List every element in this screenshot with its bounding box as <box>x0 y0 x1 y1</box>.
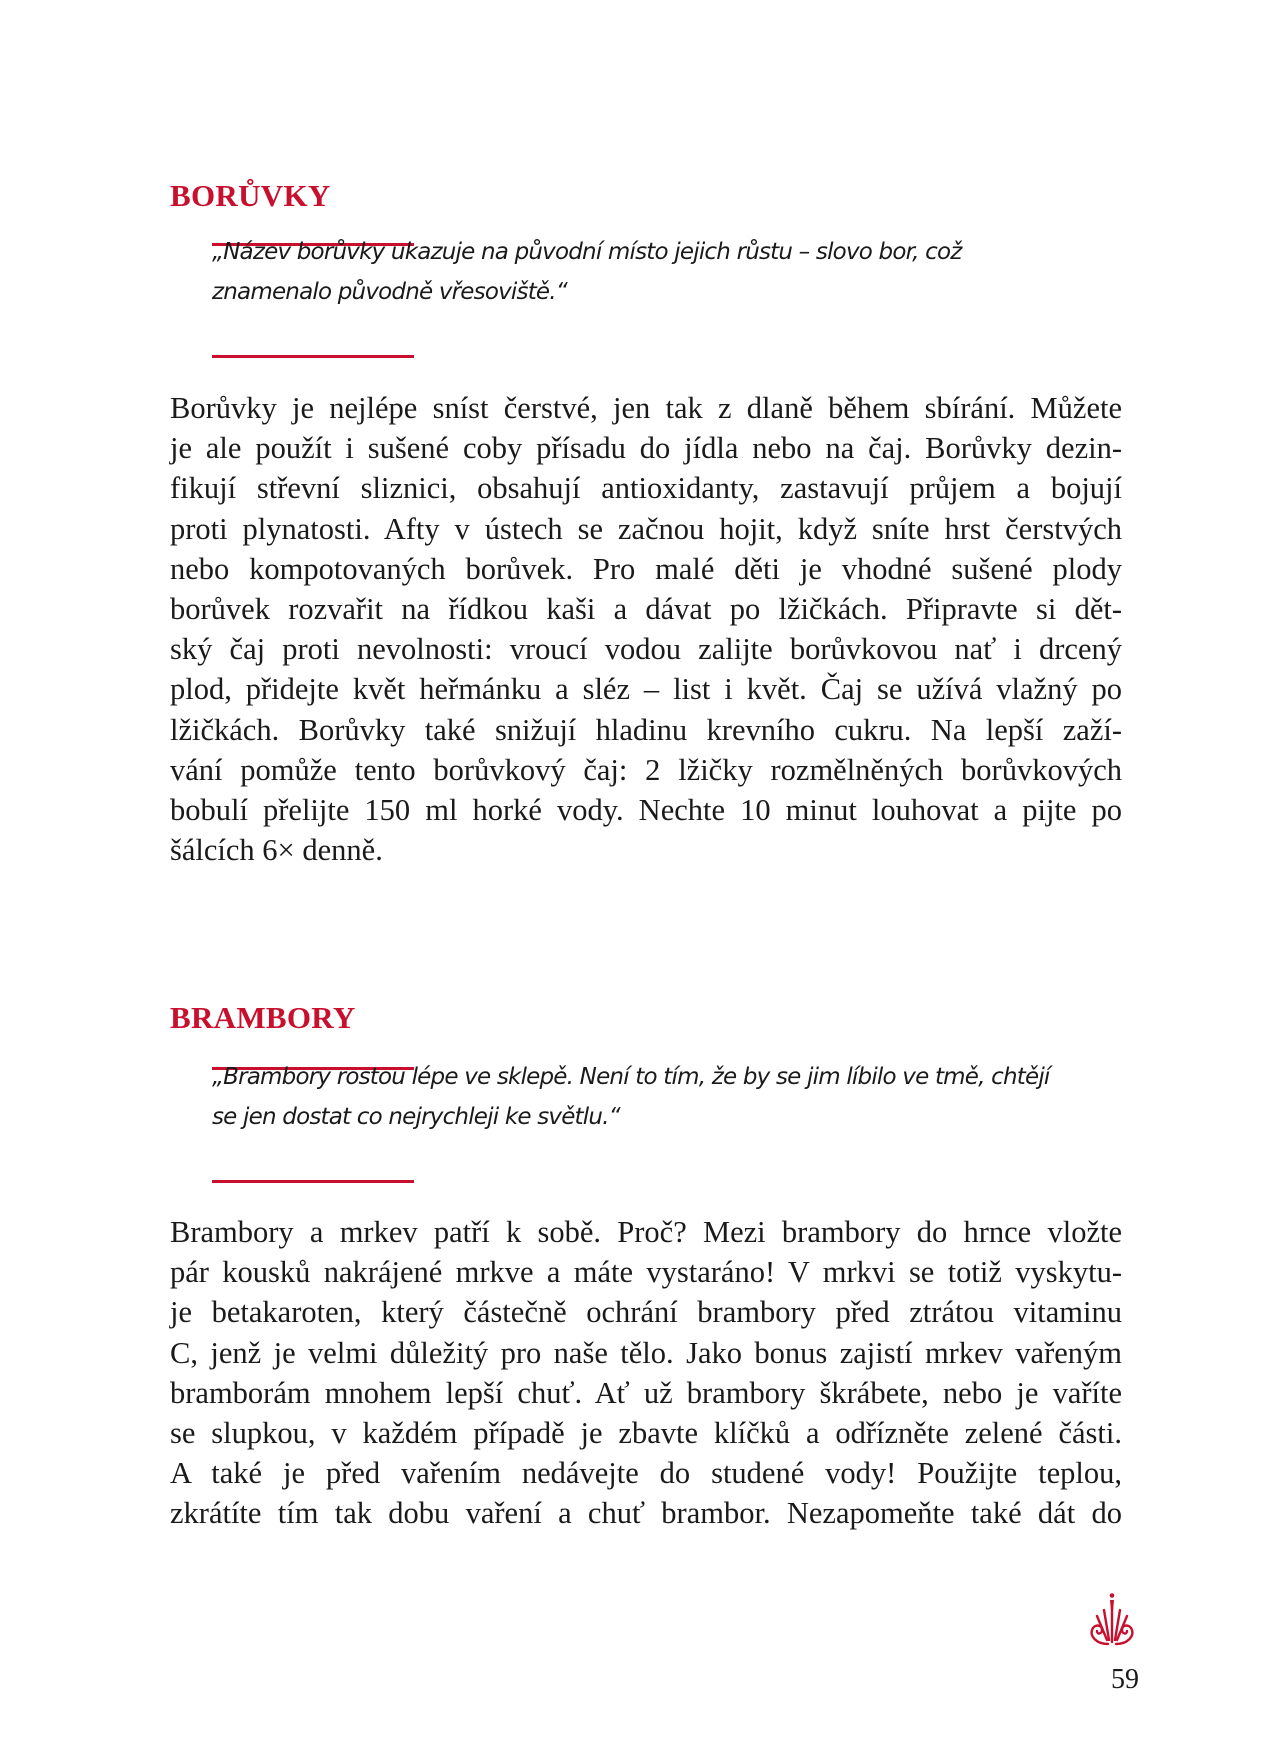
text-line: pár kousků nakrájené mrkve a máte vystaráno! V mrkvi se totiž vyskytu- <box>170 1255 1122 1290</box>
quote-line: „Brambory rostou lépe ve sklepě. Není to tím, že by se jim líbilo ve tmě, chtějí <box>212 1064 1050 1090</box>
text-line: Borůvky je nejlépe sníst čerstvé, jen tak z dlaně během sbírání. Můžete <box>170 391 1122 425</box>
quote-line: se jen dostat co nejrychleji ke světlu.“ <box>212 1104 620 1130</box>
text-line: bramborám mnohem lepší chuť. Ať už brambory škrábete, nebo je vaříte <box>170 1375 1122 1410</box>
quote-bottom-rule <box>212 355 414 358</box>
text-line: proti plynatosti. Afty v ústech se začnou hojit, když sníte hrst čerstvých <box>170 511 1122 546</box>
text-line: vání pomůže tento borůvkový čaj: 2 lžičky rozmělněných borůvkových <box>170 752 1122 787</box>
text-line: se slupkou, v každém případě je zbavte klíčků a odřízněte zelené části. <box>170 1415 1122 1450</box>
section-heading-boruvky: BORŮVKY <box>170 178 331 213</box>
quote-bottom-rule <box>212 1180 414 1183</box>
quote-line: znamenalo původně vřesoviště.“ <box>212 279 567 305</box>
text-line: šálcích 6× denně. <box>170 833 383 868</box>
text-line: je ale použít i sušené coby přísadu do jídla nebo na čaj. Borůvky dezin- <box>170 431 1122 466</box>
text-line: nebo kompotovaných borůvek. Pro malé děti je vhodné sušené plody <box>170 551 1122 586</box>
text-line: je betakaroten, který částečně ochrání brambory před ztrátou vitaminu <box>170 1295 1122 1330</box>
epigraph-quote-brambory <box>212 1057 1132 1137</box>
text-line: Brambory a mrkev patří k sobě. Proč? Mezi brambory do hrnce vložte <box>170 1215 1122 1249</box>
section-heading-brambory: BRAMBORY <box>170 1000 356 1035</box>
text-line: bobulí přelijte 150 ml horké vody. Nechte 10 minut louhovat a pijte po <box>170 792 1122 827</box>
text-line: plod, přidejte květ heřmánku a sléz – list i květ. Čaj se užívá vlažný po <box>170 672 1122 707</box>
body-paragraph-boruvky <box>170 388 1122 870</box>
text-line: borůvek rozvařit na řídkou kaši a dávat po lžičkách. Připravte si dět- <box>170 591 1122 626</box>
text-line: ský čaj proti nevolnosti: vroucí vodou zalijte borůvkovou nať i drcený <box>170 632 1122 667</box>
fleuron-ornament-icon <box>1088 1592 1136 1650</box>
epigraph-quote-boruvky <box>212 232 1132 312</box>
text-line: A také je před vařením nedávejte do studené vody! Použijte teplou, <box>170 1456 1122 1491</box>
text-line: fikují střevní sliznici, obsahují antioxidanty, zastavují průjem a bojují <box>170 471 1122 506</box>
body-paragraph-brambory <box>170 1212 1122 1534</box>
text-line: C, jenž je velmi důležitý pro naše tělo. Jako bonus zajistí mrkev vařeným <box>170 1335 1122 1370</box>
text-line: zkrátíte tím tak dobu vaření a chuť brambor. Nezapomeňte také dát do <box>170 1496 1122 1531</box>
quote-line: „Název borůvky ukazuje na původní místo jejich růstu – slovo bor, což <box>212 239 962 265</box>
page-number: 59 <box>1111 1664 1139 1695</box>
text-line: lžičkách. Borůvky také snižují hladinu krevního cukru. Na lepší zaží- <box>170 712 1122 747</box>
